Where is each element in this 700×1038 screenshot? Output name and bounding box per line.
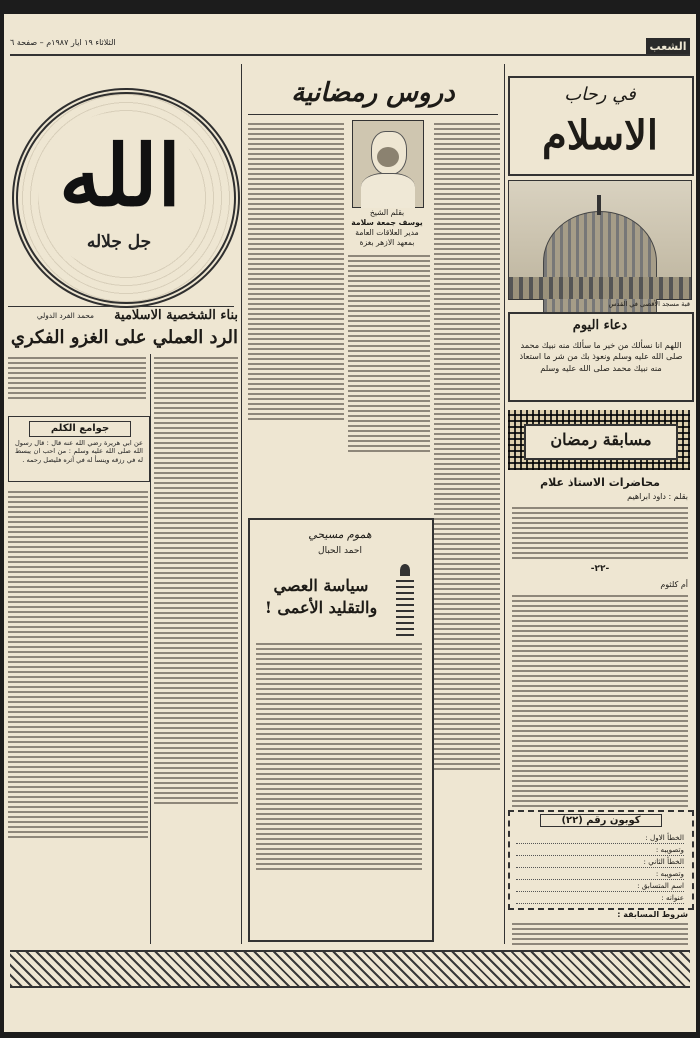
- competition-number: -٢٢-: [590, 564, 610, 574]
- dua-heading: دعاء اليوم: [572, 318, 628, 333]
- left-body-column: [8, 488, 148, 944]
- coupon-field-2-label: وتصويبه :: [655, 845, 684, 854]
- identity-title-2: الرد العملي على الغزو الفكري: [10, 327, 238, 348]
- coupon-field-5[interactable]: [516, 880, 684, 892]
- coupon-box[interactable]: [508, 810, 694, 910]
- lessons-left-column: [248, 120, 344, 510]
- dome-photo: [508, 180, 692, 300]
- coupon-title: كوبون رقم (٢٢): [540, 814, 662, 827]
- coupon-field-6[interactable]: [516, 892, 684, 904]
- politics-byline: احمد الحبال: [318, 546, 362, 556]
- author-caption-line-3: مدير العلاقات العامة: [355, 228, 419, 237]
- competition-body-1: [512, 504, 688, 564]
- politics-body: [256, 640, 422, 930]
- date-line: الثلاثاء ١٩ ايار ١٩٨٧م – صفحة ٦: [10, 38, 116, 47]
- allah-calligraphy-panel: [4, 82, 234, 304]
- dua-text: اللهم انا نسألك من خير ما سألك منه نبيك محمد صلى الله عليه وسلم ونعوذ بك من شر ما استعاذ منه نبيك محمد صلى الله عليه وسلم: [519, 340, 683, 373]
- politics-kicker: هموم مسيحي: [308, 528, 372, 541]
- coupon-field-2[interactable]: [516, 844, 684, 856]
- jawami-heading: جوامع الكلم: [29, 421, 131, 437]
- competition-byline: بقلم : داود ابراهيم: [627, 492, 688, 501]
- coupon-field-4-label: وتصويبه :: [655, 869, 684, 878]
- politics-title-1: سياسة العصي: [273, 576, 369, 595]
- author-caption: [344, 208, 430, 248]
- islam-prefix: في رحاب: [564, 84, 636, 105]
- coupon-field-4[interactable]: [516, 868, 684, 880]
- islam-title: الاسلام: [541, 112, 659, 159]
- author-caption-line-4: بمعهد الازهر بغزة: [359, 238, 415, 247]
- competition-title-box: [524, 424, 678, 460]
- bottom-ornament-band: [10, 950, 690, 988]
- competition-body-2: [512, 592, 688, 810]
- politics-box: [248, 518, 434, 942]
- competition-title: مسابقة رمضان: [550, 430, 652, 449]
- jawami-box: [8, 416, 150, 482]
- dome-photo-caption: قبة مسجد الأقصى في القدس: [608, 300, 690, 308]
- minaret-illustration: [388, 564, 422, 636]
- coupon-field-5-label: اسم المتسابق :: [637, 881, 684, 890]
- coupon-field-1-label: الخطأ الاول :: [645, 833, 684, 842]
- allah-word: الله: [59, 126, 181, 225]
- competition-question-intro: أم كلثوم: [660, 580, 688, 589]
- rules-title: شروط المسابقة :: [617, 910, 688, 919]
- rules-body: [512, 920, 688, 946]
- lessons-right-column: [434, 120, 500, 940]
- identity-kicker: محمد الفرد الدولي: [36, 311, 94, 320]
- newspaper-page: [4, 14, 696, 1032]
- allah-caption: جل جلاله: [86, 232, 152, 252]
- coupon-field-1[interactable]: [516, 832, 684, 844]
- islam-header-box: [508, 76, 694, 176]
- author-caption-line-2: يوسف جمعة سلامة: [351, 218, 423, 227]
- coupon-field-6-label: عنوانه :: [661, 893, 684, 902]
- identity-body-column: [154, 354, 238, 944]
- paper-name-logo: الشعب: [646, 38, 690, 56]
- competition-subtitle: محاضرات الاستاذ علام: [540, 476, 660, 489]
- dua-box: [508, 312, 694, 402]
- top-header-bar: [4, 14, 696, 53]
- hadith-text: عن ابي هريرة رضي الله عنه قال : قال رسول الله صلى الله عليه وسلم : من احب ان يبسط له في رزقه وينسأ له في أثره فليصل رحمه .: [15, 439, 143, 464]
- coupon-fields: [516, 832, 684, 904]
- lessons-title: دروس رمضانية: [291, 78, 455, 108]
- author-photo: [352, 120, 424, 208]
- coupon-field-3-label: الخطأ الثاني :: [643, 857, 684, 866]
- author-caption-line-1: بقلم الشيخ: [369, 208, 405, 217]
- lessons-under-photo: [348, 252, 430, 512]
- left-intro-column: [8, 354, 146, 410]
- politics-title-2: والتقليد الأعمى !: [264, 598, 378, 617]
- coupon-field-3[interactable]: [516, 856, 684, 868]
- identity-title-1: بناء الشخصية الاسلامية: [114, 308, 238, 323]
